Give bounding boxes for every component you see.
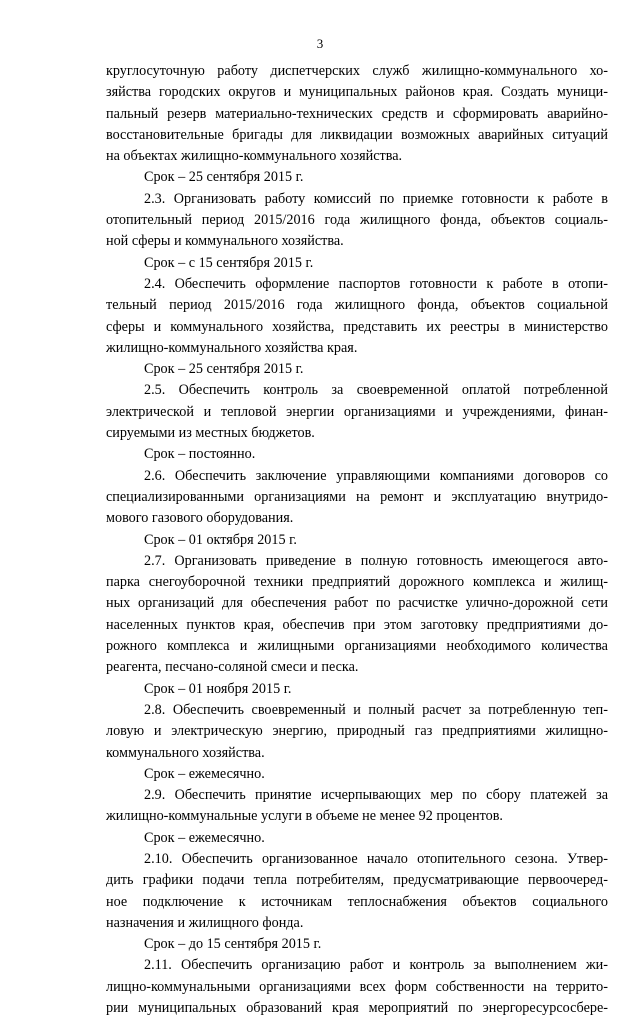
text-line: реагента, песчано-соляной смеси и песка.	[106, 659, 359, 676]
text-line: отопительный период 2015/2016 года жилищного фонда, объектов социаль-	[106, 212, 608, 229]
text-line: ной сферы и коммунального хозяйства.	[106, 233, 344, 250]
text-line: парка снегоуборочной техники предприятий дорожного комплекса и жилищ-	[106, 574, 608, 591]
text-line: электрической и тепловой энергии организациями и учреждениями, финан-	[106, 403, 608, 420]
text-line: населенных пунктов края, обеспечив при этом заготовку предприятиями до-	[106, 616, 608, 633]
text-line: жилищно-коммунального хозяйства края.	[106, 339, 358, 356]
text-line: дить графики подачи тепла потребителям, предусматривающие первоочеред-	[106, 872, 608, 889]
text-line: зяйства городских округов и муниципальных районов края. Создать муници-	[106, 84, 608, 101]
text-line: мового газового оборудования.	[106, 510, 294, 527]
text-line: ловую и электрическую энергию, природный газ предприятиями жилищно-	[106, 723, 608, 740]
text-line: Срок – ежемесячно.	[144, 765, 265, 782]
text-line: сируемыми из местных бюджетов.	[106, 425, 315, 442]
text-line: тельный период 2015/2016 года жилищного фонда, объектов социальной	[106, 297, 608, 314]
text-line: рии муниципальных образований края мероприятий по энергоресурсосбере-	[106, 1000, 608, 1017]
text-line: 2.3. Организовать работу комиссий по приемке готовности к работе в	[144, 190, 608, 207]
text-line: жилищно-коммунальные услуги в объеме не менее 92 процентов.	[106, 808, 503, 825]
text-line: 2.10. Обеспечить организованное начало отопительного сезона. Утвер-	[144, 850, 608, 867]
text-line: лищно-коммунальными организациями всех форм собственности на террито-	[106, 978, 608, 995]
text-line: Срок – 25 сентября 2015 г.	[144, 169, 304, 186]
text-line: Срок – постоянно.	[144, 446, 256, 463]
document-body	[106, 61, 608, 1019]
text-line: на объектах жилищно-коммунального хозяйства.	[106, 148, 403, 165]
text-line: 2.4. Обеспечить оформление паспортов готовности к работе в отопи-	[144, 275, 608, 292]
page-number: 3	[316, 36, 324, 51]
text-line: восстановительные бригады для ликвидации возможных аварийных ситуаций	[106, 126, 608, 143]
text-line: специализированными организациями на ремонт и эксплуатацию внутридо-	[106, 488, 608, 505]
text-line: 2.8. Обеспечить своевременный и полный расчет за потребленную теп-	[144, 701, 608, 718]
text-line: Срок – до 15 сентября 2015 г.	[144, 936, 322, 953]
text-line: Срок – с 15 сентября 2015 г.	[144, 254, 314, 271]
text-line: Срок – 01 октября 2015 г.	[144, 531, 297, 548]
text-line: Срок – 01 ноября 2015 г.	[144, 680, 292, 697]
text-line: 2.6. Обеспечить заключение управляющими компаниями договоров со	[144, 467, 608, 484]
text-line: 2.11. Обеспечить организацию работ и контроль за выполнением жи-	[144, 957, 608, 974]
text-line: 2.7. Организовать приведение в полную готовность имеющегося авто-	[144, 552, 608, 569]
text-line: ное подключение к источникам теплоснабжения объектов социального	[106, 893, 608, 910]
text-line: 2.5. Обеспечить контроль за своевременной оплатой потребленной	[144, 382, 608, 399]
text-line: назначения и жилищного фонда.	[106, 914, 304, 931]
text-line: рожного комплекса и жилищными организациями необходимого количества	[106, 638, 608, 655]
text-line: ных организаций для обеспечения работ по расчистке улично-дорожной сети	[106, 595, 608, 612]
text-line: пальный резерв материально-технических средств и сформировать аварийно-	[106, 105, 608, 122]
text-line: сферы и коммунального хозяйства, представить их реестры в министерство	[106, 318, 608, 335]
text-line: 2.9. Обеспечить принятие исчерпывающих мер по сбору платежей за	[144, 787, 608, 804]
text-line: Срок – 25 сентября 2015 г.	[144, 361, 304, 378]
text-line: коммунального хозяйства.	[106, 744, 265, 761]
text-line: Срок – ежемесячно.	[144, 829, 265, 846]
text-line: круглосуточную работу диспетчерских служб жилищно-коммунального хо-	[106, 63, 608, 79]
